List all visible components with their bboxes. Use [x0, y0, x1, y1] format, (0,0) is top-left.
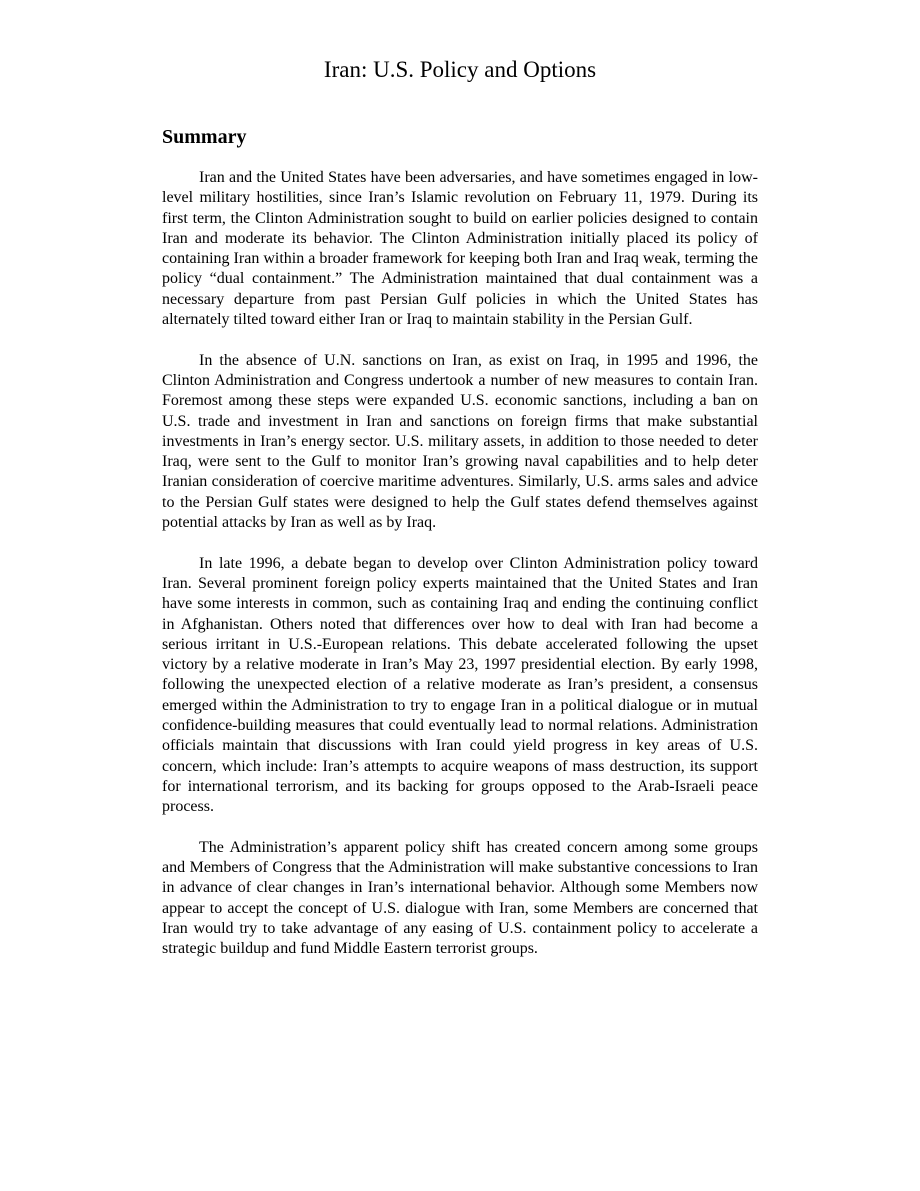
- summary-paragraph-4: The Administration’s apparent policy shift has created concern among some groups and Members of Congress that the Administration will make substantive concessions to Iran in advance of clear changes in Iran’s international behavior. Although some Members now appear to accept the concept of U.S. dialogue with Iran, some Members are concerned that Iran would try to take advantage of any easing of U.S. containment policy to accelerate a strategic buildup and fund Middle Eastern terrorist groups.: [162, 838, 758, 958]
- summary-heading: Summary: [162, 126, 247, 148]
- summary-paragraph-3: In late 1996, a debate began to develop over Clinton Administration policy toward Iran. Several prominent foreign policy experts maintained that the United States and Iran have some interests in common, such as containing Iraq and ending the continuing conflict in Afghanistan. Others noted that differences over how to deal with Iran had become a serious irritant in U.S.-European relations. This debate accelerated following the upset victory by a relative moderate in Iran’s May 23, 1997 presidential election. By early 1998, following the unexpected election of a relative moderate as Iran’s president, a consensus emerged within the Administration to try to engage Iran in a political dialogue or in mutual confidence-building measures that could eventually lead to normal relations. Administration officials maintain that discussions with Iran could yield progress in key areas of U.S. concern, which include: Iran’s attempts to acquire weapons of mass destruction, its support for international terrorism, and its backing for groups opposed to the Arab-Israeli peace process.: [162, 554, 758, 816]
- document-title: Iran: U.S. Policy and Options: [323, 57, 597, 82]
- summary-paragraph-1: Iran and the United States have been adversaries, and have sometimes engaged in low-level military hostilities, since Iran’s Islamic revolution on February 11, 1979. During its first term, the Clinton Administration sought to build on earlier policies designed to contain Iran and moderate its behavior. The Clinton Administration initially placed its policy of containing Iran within a broader framework for keeping both Iran and Iraq weak, terming the policy “dual containment.” The Administration maintained that dual containment was a necessary departure from past Persian Gulf policies in which the United States has alternately tilted toward either Iran or Iraq to maintain stability in the Persian Gulf.: [162, 169, 758, 329]
- summary-body: [162, 168, 758, 980]
- summary-paragraph-2: In the absence of U.N. sanctions on Iran, as exist on Iraq, in 1995 and 1996, the Clinton Administration and Congress undertook a number of new measures to contain Iran. Foremost among these steps were expanded U.S. economic sanctions, including a ban on U.S. trade and investment in Iran and sanctions on foreign firms that make substantial investments in Iran’s energy sector. U.S. military assets, in addition to those needed to deter Iraq, were sent to the Gulf to monitor Iran’s growing naval capabilities and to help deter Iranian consideration of coercive maritime adventures. Similarly, U.S. arms sales and advice to the Persian Gulf states were designed to help the Gulf states defend themselves against potential attacks by Iran as well as by Iraq.: [162, 351, 758, 532]
